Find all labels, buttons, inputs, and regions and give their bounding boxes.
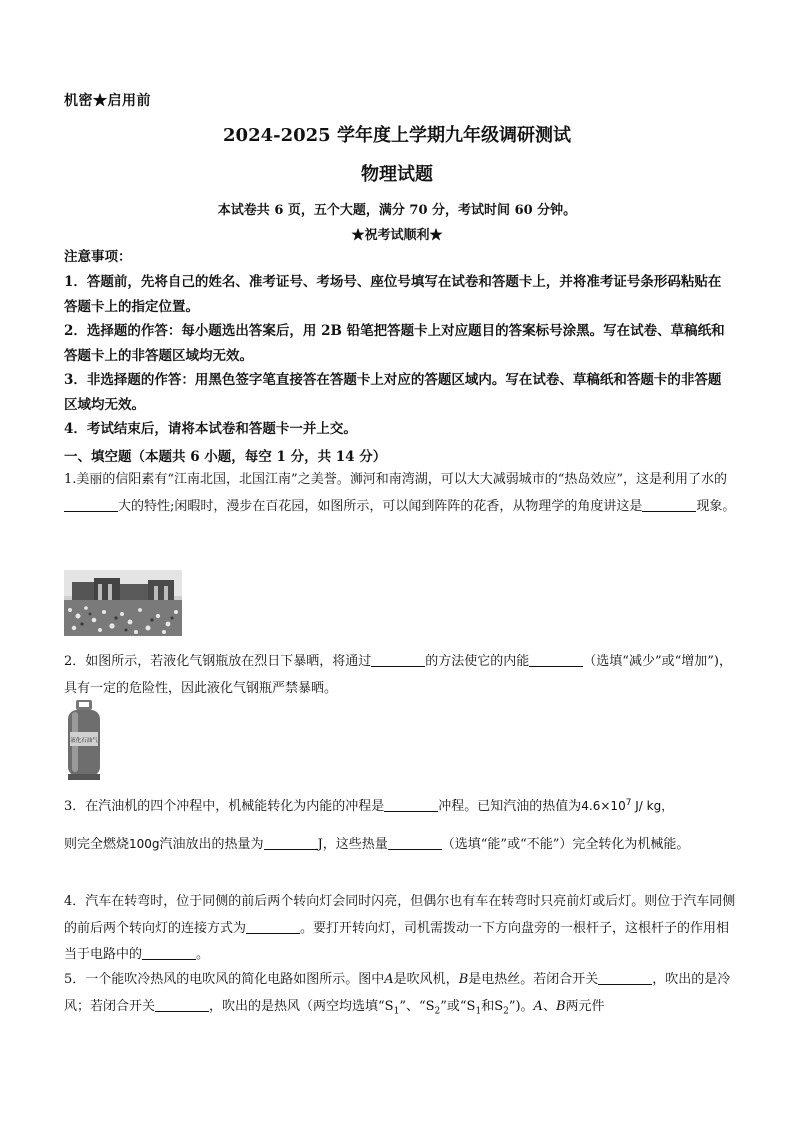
- mass-value: 100g: [129, 837, 160, 851]
- question-text: ，吹出的是冷风；若闭合开关: [64, 972, 731, 1014]
- question-text: 汽油放出的热量为: [159, 837, 264, 852]
- component-a: A: [384, 972, 394, 987]
- question-text: 是电热丝。若闭合开关: [468, 972, 599, 987]
- answer-blank[interactable]: [371, 652, 425, 667]
- question-text: 和S: [481, 998, 504, 1014]
- gas-cylinder-graphic: [64, 700, 104, 782]
- question-text: 1.美丽的信阳素有“江南北国，北国江南”之美誉。浉河和南湾湖，可以大大减弱城市的“热岛效应”，这是利用了水的: [64, 472, 727, 487]
- question-text: ，吹出的是热风（两空均选填“S: [209, 998, 394, 1014]
- note-item: 4．考试结束后，请将本试卷和答题卡一并上交。: [64, 421, 357, 437]
- blessing: ★祝考试顺利★: [351, 228, 443, 243]
- question-text: J，这些热量: [317, 837, 388, 852]
- question-5: 5．一个能吹冷热风的电吹风的简化电路如图所示。图中A是吹风机，B是电热丝。若闭合开关 ，吹出的是冷风；若闭合开关 ，吹出的是热风（两空均选填“$S_1$”、“$S_2$”或“$S_1$和$S_2$”)。A、B两元件: [64, 972, 731, 1017]
- question-text: ”)。: [508, 998, 534, 1014]
- question-text: 两元件: [565, 998, 605, 1014]
- question-4: [64, 889, 736, 969]
- answer-blank[interactable]: [529, 652, 583, 667]
- question-text: 4．汽车在转弯时，位于同侧的前后两个转向灯会同时闪亮，但偶尔也有车在转弯时只亮前灯或后灯。则位于汽车同侧的前后两个转向灯的连接方式为: [64, 894, 736, 936]
- notes-list: [64, 270, 734, 442]
- answer-blank[interactable]: [384, 797, 438, 812]
- question-3-line2: [64, 831, 736, 859]
- question-text: 2．如图所示，若液化气钢瓶放在烈日下暴晒，将通过: [64, 654, 372, 669]
- question-text: 冲程。已知汽油的热值为: [438, 799, 582, 814]
- answer-blank[interactable]: [598, 970, 652, 985]
- component-b: B: [458, 972, 469, 987]
- cylinder-label: 液化石油气: [70, 738, 98, 744]
- question-3: [64, 790, 736, 821]
- answer-blank[interactable]: [264, 835, 318, 850]
- question-text: 的方法使它的内能: [425, 654, 530, 669]
- component-b: B: [555, 998, 566, 1014]
- question-text: 5．一个能吹冷热风的电吹风的简化电路如图所示。图中: [64, 972, 385, 987]
- question-text: （选填“减少”或“增加”)，具有一定的危险性，因此液化气钢瓶严禁暴晒。: [64, 654, 732, 696]
- question-2: [64, 649, 736, 702]
- question-text: 是吹风机，: [393, 972, 459, 987]
- question-text: ”、“S: [399, 998, 435, 1014]
- note-item: 2．选择题的作答：每小题选出答案后，用 2B 铅笔把答题卡上对应题目的答案标号涂黑。写在试卷、草稿纸和答题卡上的非答题区域均无效。: [64, 323, 725, 364]
- question-text: 、: [542, 998, 556, 1014]
- answer-blank[interactable]: [155, 997, 209, 1012]
- question-text: 大的特性;闲暇时，漫步在百花园，如图所示，可以闻到阵阵的花香，从物理学的角度讲这是: [118, 498, 643, 514]
- gas-cylinder-photo: [64, 700, 104, 782]
- question-text: 则完全燃烧: [64, 837, 130, 852]
- answer-blank[interactable]: [246, 919, 300, 934]
- subject-title: 物理试题: [361, 164, 433, 185]
- section-title: 一、填空题（本题共 6 小题，每空 1 分，共 14 分）: [64, 449, 387, 465]
- question-text: 。: [196, 947, 210, 962]
- answer-blank[interactable]: [642, 497, 696, 512]
- answer-blank[interactable]: [388, 835, 442, 850]
- note-item: 1．答题前，先将自己的姓名、准考证号、考场号、座位号填写在试卷和答题卡上，并将准考证号条形码粘贴在答题卡上的指定位置。: [64, 274, 722, 315]
- notes-title: 注意事项：: [64, 249, 132, 265]
- component-a: A: [533, 998, 543, 1014]
- answer-blank[interactable]: [64, 497, 118, 512]
- note-item: 3．非选择题的作答：用黑色签字笔直接答在答题卡上对应的答题区域内。写在试卷、草稿纸和答题卡的非答题区域均无效。: [64, 372, 722, 413]
- garden-photo-graphic: [64, 570, 182, 636]
- question-text: 现象。: [696, 498, 736, 514]
- question-1: [64, 467, 736, 520]
- secret-mark: 机密★启用前: [64, 93, 151, 109]
- question-text: ”或“S: [440, 998, 476, 1014]
- question-text: 。要打开转向灯，司机需拨动一下方向盘旁的一根杆子，这根杆子的作用相当于电路中的: [64, 920, 730, 962]
- heat-value: $4.6\times 10^7$ J/ kg，: [581, 798, 674, 813]
- question-text: 3．在汽油机的四个冲程中，机械能转化为内能的冲程是: [64, 799, 385, 814]
- exam-info: 本试卷共 6 页，五个大题，满分 70 分，考试时间 60 分钟。: [217, 203, 577, 218]
- exam-title: 2024-2025 学年度上学期九年级调研测试: [223, 125, 571, 146]
- question-text: （选填“能”或“不能”）完全转化为机械能。: [441, 837, 690, 852]
- garden-photo: [64, 570, 182, 636]
- answer-blank[interactable]: [142, 945, 196, 960]
